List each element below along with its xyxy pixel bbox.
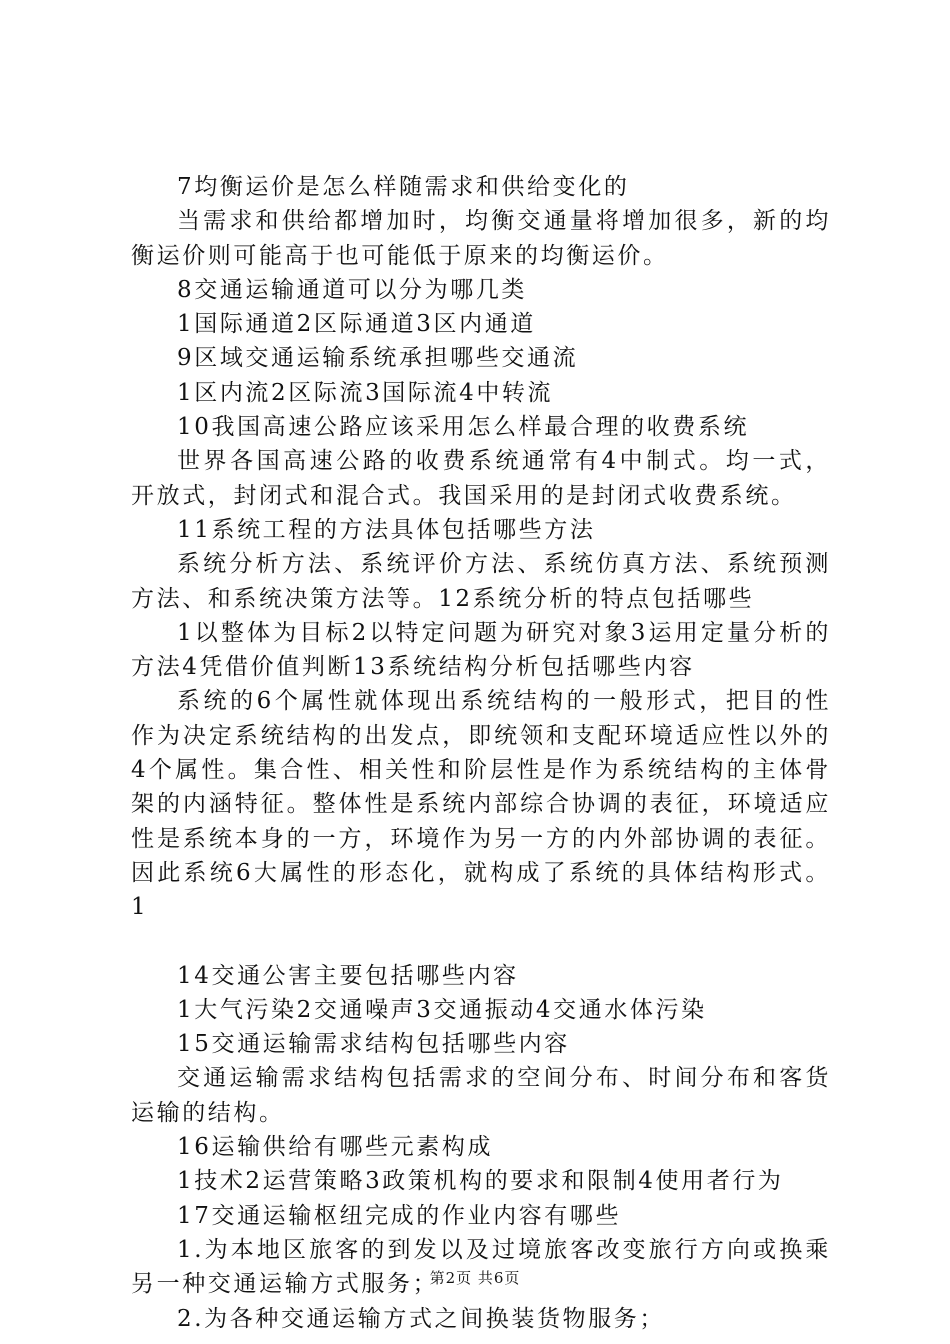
- question-10-heading: 10我国高速公路应该采用怎么样最合理的收费系统: [177, 414, 750, 441]
- answer-7-text: 当需求和供给都增加时，均衡交通量将增加很多，新的均衡运价则可能高于也可能低于原来的均衡运价。: [131, 208, 831, 269]
- answer-13-text: 系统的6个属性就体现出系统结构的一般形式，把目的性作为决定系统结构的出发点，即统领和支配环境适应性以外的4个属性。集合性、相关性和阶层性是作为系统结构的主体骨架的内涵特征。整体性是系统内部综合协调的表征，环境适应性是系统本身的一方，环境作为另一方的内外部协调的表征。因此系统6大属性的形态化，就构成了系统的具体结构形式。1: [131, 688, 831, 921]
- answer-11-text: 系统分析方法、系统评价方法、系统仿真方法、系统预测方法、和系统决策方法等。12系统分析的特点包括哪些: [131, 551, 831, 612]
- answer-12-text: 1以整体为目标2以特定问题为研究对象3运用定量分析的方法4凭借价值判断13系统结构分析包括哪些内容: [131, 619, 831, 681]
- answer-9-text: 1区内流2区际流3国际流4中转流: [177, 379, 554, 406]
- question-17-heading: 17交通运输枢纽完成的作业内容有哪些: [177, 1202, 622, 1229]
- answer-8-text: 1国际通道2区际通道3区内通道: [177, 311, 536, 338]
- question-8-heading: 8交通运输通道可以分为哪几类: [177, 276, 528, 303]
- page-body: [131, 170, 831, 1336]
- question-7-heading: 7均衡运价是怎么样随需求和供给变化的: [177, 174, 630, 200]
- question-14-heading: 14交通公害主要包括哪些内容: [177, 962, 519, 989]
- answer-16-text: 1技术2运营策略3政策机构的要求和限制4使用者行为: [177, 1168, 784, 1195]
- question-9-heading: 9区域交通运输系统承担哪些交通流: [177, 345, 579, 372]
- question-11-heading: 11系统工程的方法具体包括哪些方法: [177, 516, 596, 543]
- blank-line: [131, 925, 831, 959]
- answer-14-text: 1大气污染2交通噪声3交通振动4交通水体污染: [177, 996, 707, 1023]
- question-15-heading: 15交通运输需求结构包括哪些内容: [177, 1031, 570, 1058]
- page-number-footer: 第2页 共6页: [429, 1269, 521, 1287]
- answer-15-text: 交通运输需求结构包括需求的空间分布、时间分布和客货运输的结构。: [131, 1065, 831, 1126]
- answer-17-item-2: 2.为各种交通运输方式之间换装货物服务；: [177, 1305, 665, 1332]
- answer-10-text: 世界各国高速公路的收费系统通常有4中制式。均一式，开放式，封闭式和混合式。我国采用的是封闭式收费系统。: [131, 448, 831, 509]
- question-16-heading: 16运输供给有哪些元素构成: [177, 1134, 494, 1161]
- answer-17-item-1: 1.为本地区旅客的到发以及过境旅客改变旅行方向或换乘另一种交通运输方式服务；: [131, 1236, 831, 1298]
